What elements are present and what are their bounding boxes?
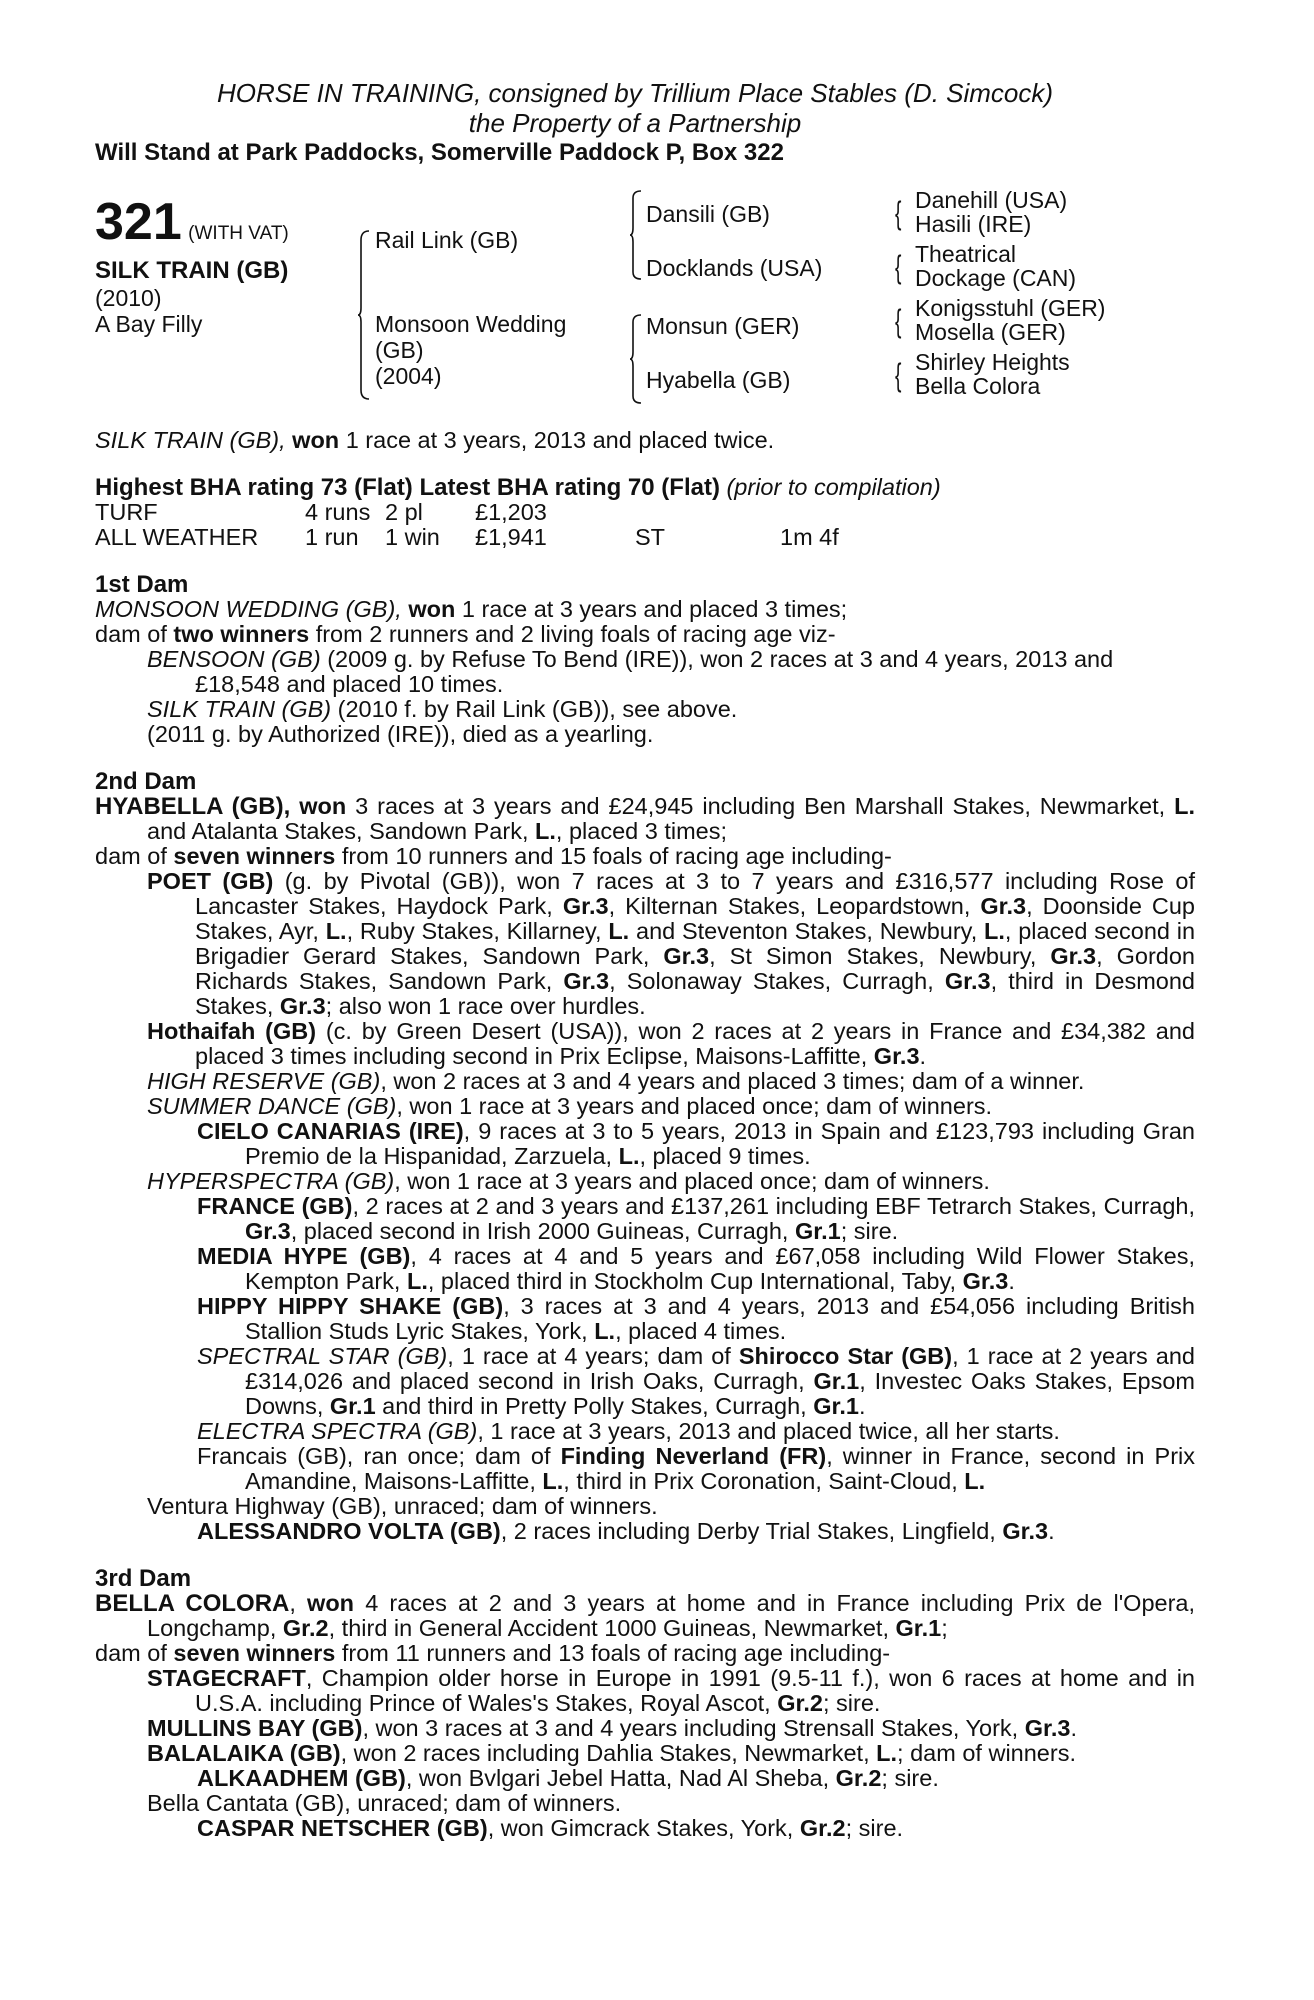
- pedigree-sire-dam: Docklands (USA): [646, 255, 823, 281]
- pedigree-dam-year: (2004): [375, 363, 442, 389]
- pedigree-ddd: Bella Colora: [915, 373, 1041, 399]
- rating-line: Highest BHA rating 73 (Flat) Latest BHA rating 70 (Flat) (prior to compilation): [95, 474, 941, 501]
- record-row-turf: TURF 4 runs 2 pl £1,203: [95, 499, 547, 525]
- brace-1: {: [895, 195, 902, 231]
- offspring-bensoon: BENSOON (GB) (2009 g. by Refuse To Bend (IRE)), won 2 races at 3 and 4 years, 2013 and £18,548 and placed 10 times.: [147, 646, 1114, 697]
- first-dam-title: 1st Dam: [95, 571, 189, 598]
- offspring-cielo-canarias: CIELO CANARIAS (IRE), 9 races at 3 to 5 years, 2013 in Spain and £123,793 including Gran Premio de la Hispanidad, Zarzuela, L., placed 9 times.: [197, 1118, 1195, 1169]
- rating-section: [95, 475, 1195, 550]
- offspring-ventura-highway: Ventura Highway (GB), unraced; dam of winners.: [147, 1493, 658, 1519]
- offspring-alkaadhem: ALKAADHEM (GB), won Bvlgari Jebel Hatta, Nad Al Sheba, Gr.2; sire.: [197, 1765, 939, 1791]
- lot-vat: (WITH VAT): [188, 223, 289, 244]
- offspring-france: FRANCE (GB), 2 races at 2 and 3 years and £137,261 including EBF Tetrarch Stakes, Curragh, Gr.3, placed second in Irish 2000 Guineas, Curragh, Gr.1; sire.: [197, 1193, 1195, 1244]
- pedigree-dam-name: Monsoon Wedding: [375, 311, 567, 337]
- brace-4: {: [895, 357, 902, 393]
- pedigree-dss: Konigsstuhl (GER): [915, 295, 1106, 321]
- second-dam-title: 2nd Dam: [95, 768, 197, 795]
- record-row-all-weather: ALL WEATHER 1 run 1 win £1,941 ST 1m 4f: [95, 524, 839, 550]
- offspring-alessandro-volta: ALESSANDRO VOLTA (GB), 2 races including Derby Trial Stakes, Lingfield, Gr.3.: [197, 1518, 1055, 1544]
- first-dam-section: 1st Dam MONSOON WEDDING (GB), won 1 race at 3 years and placed 3 times; dam of two winners from 2 runners and 2 living foals of racing age viz- BENSOON (GB) (2009 g. by Refuse To Bend (IRE)), won 2 races at 3 and 4 years, 2013 and £18,548 and placed 10 times. SILK TRAIN (GB) (2010 f. by Rail Link (GB)), see above. (2011 g. by Authorized (IRE)), died as a yearling.: [95, 572, 1195, 747]
- header-stand: Will Stand at Park Paddocks, Somerville Paddock P, Box 322: [95, 139, 784, 166]
- lot-number-line: [95, 193, 289, 251]
- lot-year: (2010): [95, 285, 162, 311]
- pedigree-dam-dam: Hyabella (GB): [646, 367, 791, 393]
- offspring-hothaifah: Hothaifah (GB) (c. by Green Desert (USA)), won 2 races at 2 years in France and £34,382 and placed 3 times including second in Prix Eclipse, Maisons-Laffitte, Gr.3.: [147, 1018, 1195, 1069]
- lot-name: SILK TRAIN (GB): [95, 257, 289, 284]
- sire-dam-brace: [357, 230, 371, 400]
- offspring-summer-dance: SUMMER DANCE (GB), won 1 race at 3 years and placed once; dam of winners.: [147, 1093, 993, 1119]
- offspring-stagecraft: STAGECRAFT, Champion older horse in Europe in 1991 (9.5-11 f.), won 6 races at home and in U.S.A. including Prince of Wales's Stakes, Royal Ascot, Gr.2; sire.: [147, 1665, 1195, 1716]
- dam-parents-brace: [629, 314, 643, 404]
- offspring-high-reserve: HIGH RESERVE (GB), won 2 races at 3 and 4 years and placed 3 times; dam of a winner.: [147, 1068, 1085, 1094]
- pedigree-sss: Danehill (USA): [915, 187, 1068, 213]
- offspring-electra-spectra: ELECTRA SPECTRA (GB), 1 race at 3 years, 2013 and placed twice, all her starts.: [197, 1418, 1060, 1444]
- offspring-francais: Francais (GB), ran once; dam of Finding Neverland (FR), winner in France, second in Prix Amandine, Maisons-Laffitte, L., third in Prix Coronation, Saint-Cloud, L.: [197, 1443, 1195, 1494]
- pedigree-sdd: Dockage (CAN): [915, 265, 1077, 291]
- offspring-hippy-hippy-shake: HIPPY HIPPY SHAKE (GB), 3 races at 3 and 4 years, 2013 and £54,056 including British Stallion Studs Lyric Stakes, York, L., placed 4 times.: [197, 1293, 1195, 1344]
- lot-number: 321: [95, 193, 182, 251]
- header-consignor: HORSE IN TRAINING, consigned by Trillium Place Stables (D. Simcock): [216, 78, 1054, 108]
- offspring-bella-cantata: Bella Cantata (GB), unraced; dam of winners.: [147, 1790, 622, 1816]
- pedigree-ssd: Hasili (IRE): [915, 211, 1032, 237]
- third-dam-title: 3rd Dam: [95, 1565, 192, 1592]
- second-dam-section: 2nd Dam HYABELLA (GB), won 3 races at 3 years and £24,945 including Ben Marshall Stakes, Newmarket, L. and Atalanta Stakes, Sandown Park, L., placed 3 times; dam of seven winners from 10 runners and 15 foals of racing age including- POET (GB) (g. by Pivotal (GB)), won 7 races at 3 to 7 years and £316,577 including Rose of Lancaster Stakes, Haydock Park, Gr.3, Kilternan Stakes, Leopardstown, Gr.3, Doonside Cup Stakes, Ayr, L., Ruby Stakes, Killarney, L. and Steventon Stakes, Newbury, L., placed second in Brigadier Gerard Stakes, Sandown Park, Gr.3, St Simon Stakes, Newbury, Gr.3, Gordon Richards Stakes, Sandown Park, Gr.3, Solonaway Stakes, Curragh, Gr.3, third in Desmond Stakes, Gr.3; also won 1 race over hurdles. Hothaifah (GB) (c. by Green Desert (USA)), won 2 races at 2 years in France and £34,382 and placed 3 times including second in Prix Eclipse, Maisons-Laffitte, Gr.3. HIGH RESERVE (GB), won 2 races at 3 and 4 years and placed 3 times; dam of a winner. SUMMER DANCE (GB), won 1 race at 3 years and placed once; dam of winners. CIELO CANARIAS (IRE), 9 races at 3 to 5 years, 2013 in Spain and £123,793 including Gran Premio de la Hispanidad, Zarzuela, L., placed 9 times. HYPERSPECTRA (GB), won 1 race at 3 years and placed once; dam of winners. FRANCE (GB), 2 races at 2 and 3 years and £137,261 including EBF Tetrarch Stakes, Curragh, Gr.3, placed second in Irish 2000 Guineas, Curragh, Gr.1; sire. MEDIA HYPE (GB), 4 races at 4 and 5 years and £67,058 including Wild Flower Stakes, Kempton Park, L., placed third in Stockholm Cup International, Taby, Gr.3. HIPPY HIPPY SHAKE (GB), 3 races at 3 and 4 years, 2013 and £54,056 including British Stallion Studs Lyric Stakes, York, L., placed 4 times. SPECTRAL STAR (GB), 1 race at 4 years; dam of Shirocco Star (GB), 1 race at 2 years and £314,026 and placed second in Irish Oaks, Curragh, Gr.1, Investec Oaks Stakes, Epsom Downs, Gr.1 and third in Pretty Polly Stakes, Curragh, Gr.1. ELECTRA SPECTRA (GB), 1 race at 3 years, 2013 and placed twice, all her starts. Francais (GB), ran once; dam of Finding Neverland (FR), winner in France, second in Prix Amandine, Maisons-Laffitte, L., third in Prix Coronation, Saint-Cloud, L. Ventura Highway (GB), unraced; dam of winners. ALESSANDRO VOLTA (GB), 2 races including Derby Trial Stakes, Lingfield, Gr.3.: [95, 768, 1196, 1544]
- sire-parents-brace: [629, 190, 643, 280]
- pedigree-block: [95, 187, 1195, 420]
- third-dam-section: 3rd Dam BELLA COLORA, won 4 races at 2 and 3 years at home and in France including Prix de l'Opera, Longchamp, Gr.2, third in General Accident 1000 Guineas, Newmarket, Gr.1; dam of seven winners from 11 runners and 13 foals of racing age including- STAGECRAFT, Champion older horse in Europe in 1991 (9.5-11 f.), won 6 races at home and in U.S.A. including Prince of Wales's Stakes, Royal Ascot, Gr.2; sire. MULLINS BAY (GB), won 3 races at 3 and 4 years including Strensall Stakes, York, Gr.3. BALALAIKA (GB), won 2 races including Dahlia Stakes, Newmarket, L.; dam of winners. ALKAADHEM (GB), won Bvlgari Jebel Hatta, Nad Al Sheba, Gr.2; sire. Bella Cantata (GB), unraced; dam of winners. CASPAR NETSCHER (GB), won Gimcrack Stakes, York, Gr.2; sire.: [95, 1565, 1196, 1841]
- pedigree-sds: Theatrical: [915, 241, 1016, 267]
- catalogue-page: [95, 78, 1195, 1841]
- pedigree-dds: Shirley Heights: [915, 349, 1070, 375]
- offspring-caspar-netscher: CASPAR NETSCHER (GB), won Gimcrack Stakes, York, Gr.2; sire.: [197, 1815, 904, 1841]
- pedigree-dsd: Mosella (GER): [915, 319, 1066, 345]
- offspring-poet: POET (GB) (g. by Pivotal (GB)), won 7 races at 3 to 7 years and £316,577 including Rose of Lancaster Stakes, Haydock Park, Gr.3, Kilternan Stakes, Leopardstown, Gr.3, Doonside Cup Stakes, Ayr, L., Ruby Stakes, Killarney, L. and Steventon Stakes, Newbury, L., placed second in Brigadier Gerard Stakes, Sandown Park, Gr.3, St Simon Stakes, Newbury, Gr.3, Gordon Richards Stakes, Sandown Park, Gr.3, Solonaway Stakes, Curragh, Gr.3, third in Desmond Stakes, Gr.3; also won 1 race over hurdles.: [147, 868, 1196, 1019]
- brace-3: {: [895, 303, 902, 339]
- brace-2: {: [895, 249, 902, 285]
- lot-description: A Bay Filly: [95, 311, 203, 337]
- header-property: the Property of a Partnership: [468, 108, 802, 138]
- offspring-mullins-bay: MULLINS BAY (GB), won 3 races at 3 and 4 years including Strensall Stakes, York, Gr.3.: [147, 1715, 1077, 1741]
- pedigree-dam-country: (GB): [375, 337, 424, 363]
- offspring-silk-train: SILK TRAIN (GB) (2010 f. by Rail Link (GB)), see above.: [147, 696, 738, 722]
- pedigree-sire: Rail Link (GB): [375, 227, 519, 253]
- offspring-media-hype: MEDIA HYPE (GB), 4 races at 4 and 5 years and £67,058 including Wild Flower Stakes, Kempton Park, L., placed third in Stockholm Cup International, Taby, Gr.3.: [197, 1243, 1195, 1294]
- pedigree-sire-sire: Dansili (GB): [646, 201, 770, 227]
- offspring-hyperspectra: HYPERSPECTRA (GB), won 1 race at 3 years and placed once; dam of winners.: [147, 1168, 990, 1194]
- race-summary: SILK TRAIN (GB), won 1 race at 3 years, 2013 and placed twice.: [95, 427, 775, 453]
- offspring-2011: (2011 g. by Authorized (IRE)), died as a yearling.: [147, 721, 654, 747]
- pedigree-dam-sire: Monsun (GER): [646, 313, 800, 339]
- offspring-spectral-star: SPECTRAL STAR (GB), 1 race at 4 years; dam of Shirocco Star (GB), 1 race at 2 years and £314,026 and placed second in Irish Oaks, Curragh, Gr.1, Investec Oaks Stakes, Epsom Downs, Gr.1 and third in Pretty Polly Stakes, Curragh, Gr.1.: [197, 1343, 1195, 1419]
- offspring-balalaika: BALALAIKA (GB), won 2 races including Dahlia Stakes, Newmarket, L.; dam of winners.: [147, 1740, 1076, 1766]
